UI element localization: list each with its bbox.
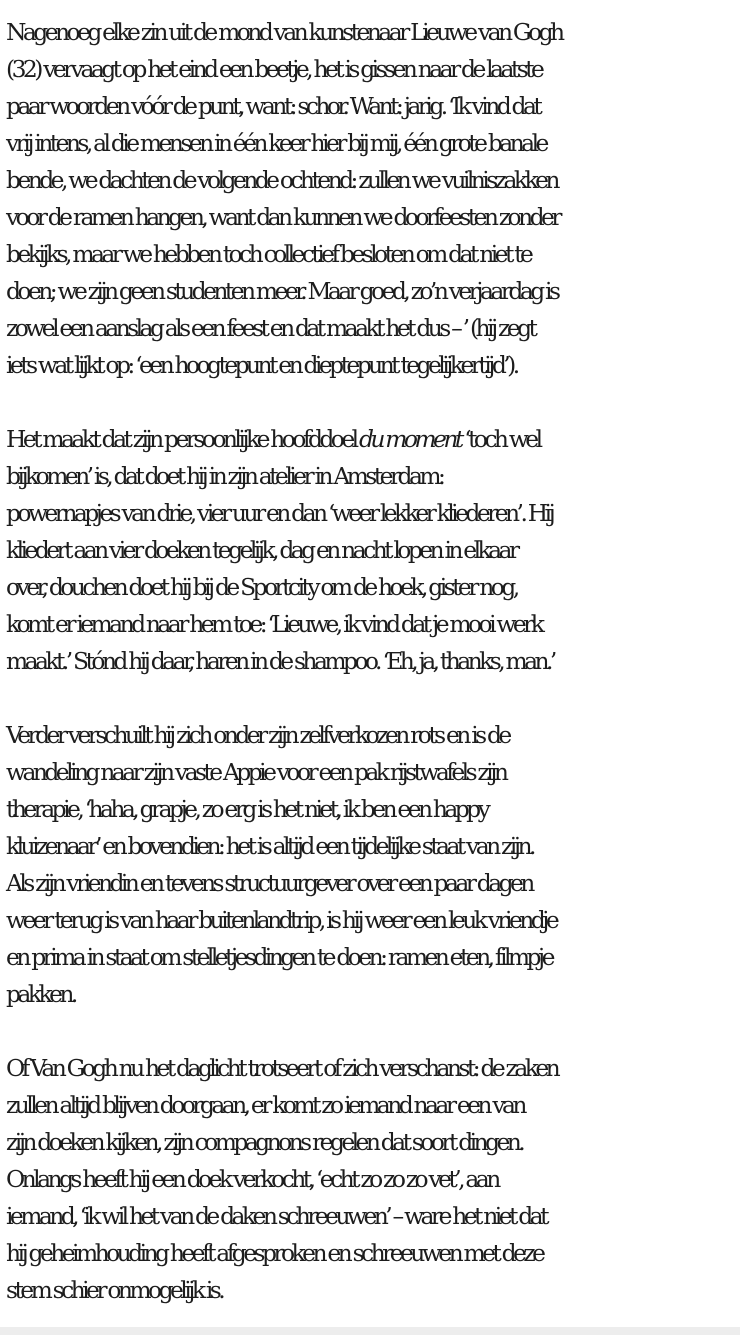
text-run: ‘toch wel: [460, 425, 540, 453]
text-line: vrij intens, al die mensen in één keer hier bij mij, één grote banale: [6, 129, 546, 157]
text-line: wandeling naar zijn vaste Appie voor een pak rijstwafels zijn: [6, 758, 506, 786]
italic-phrase: du moment: [358, 425, 461, 453]
bottom-edge-strip: [0, 1327, 740, 1335]
text-line: pakken.: [6, 980, 75, 1008]
text-line: weer terug is van haar buitenlandtrip, is hij weer een leuk vriendje: [6, 906, 557, 934]
text-line: over, douchen doet hij bij de Sportcity om de hoek, gister nog,: [6, 573, 517, 601]
text-line: zijn doeken kijken, zijn compagnons regelen dat soort dingen.: [6, 1128, 523, 1156]
article-paragraph-2: [6, 421, 740, 680]
text-line: zowel een aanslag als een feest en dat maakt het dus – ’ (hij zegt: [6, 314, 535, 342]
text-line: voor de ramen hangen, want dan kunnen we doorfeesten zonder: [6, 203, 559, 231]
text-run: Het maakt dat zijn persoonlijke hoofddoel: [6, 425, 359, 453]
text-line: (32) vervaagt op het eind een beetje, het is gissen naar de laatste: [6, 55, 542, 83]
text-line: Als zijn vriendin en tevens structuurgever over een paar dagen: [6, 869, 532, 897]
text-line: Onlangs heeft hij een doek verkocht, ‘echt zo zo zo vet’, aan: [6, 1165, 498, 1193]
text-line: stem schier onmogelijk is.: [6, 1276, 223, 1304]
text-line: therapie, ‘haha, grapje, zo erg is het niet, ik ben een happy: [6, 795, 488, 823]
text-line: iets wat lijkt op: ‘een hoogtepunt en dieptepunt tegelijkertijd’).: [6, 351, 517, 379]
text-line: bekijks, maar we hebben toch collectief besloten om dat niet te: [6, 240, 531, 268]
text-line: kliedert aan vier doeken tegelijk, dag en nacht lopen in elkaar: [6, 536, 517, 564]
text-line: komt er iemand naar hem toe: ‘Lieuwe, ik vind dat je mooi werk: [6, 610, 542, 638]
article-paragraph-1: [6, 14, 740, 384]
text-line: [6, 421, 740, 458]
text-line: doen; we zijn geen studenten meer. Maar goed, zo’n verjaardag is: [6, 277, 558, 305]
text-line: zullen altijd blijven doorgaan, er komt zo iemand naar een van: [6, 1091, 524, 1119]
text-line: hij geheimhouding heeft afgesproken en schreeuwen met deze: [6, 1239, 543, 1267]
article-paragraph-3: [6, 717, 740, 1013]
article-paragraph-4: [6, 1050, 740, 1309]
text-line: iemand, ‘ik wil het van de daken schreeuwen’ – ware het niet dat: [6, 1202, 546, 1230]
text-line: en prima in staat om stelletjesdingen te doen: ramen eten, filmpje: [6, 943, 552, 971]
text-line: kluizenaar’ en bovendien: het is altijd een tijdelijke staat van zijn.: [6, 832, 533, 860]
text-line: maakt.’ Stónd hij daar, haren in de shampoo. ‘Eh, ja, thanks, man.’: [6, 647, 554, 675]
text-line: Of Van Gogh nu het daglicht trotseert of zich verschanst: de zaken: [6, 1054, 558, 1082]
text-line: powernapjes van drie, vier uur en dan ‘weer lekker kliederen’. Hij: [6, 499, 553, 527]
text-line: paar woorden vóór de punt, want: schor. Want: jarig. ‘Ik vind dat: [6, 92, 540, 120]
article-body: [6, 14, 740, 1309]
text-line: bende, we dachten de volgende ochtend: zullen we vuilniszakken: [6, 166, 557, 194]
text-line: Verder verschuilt hij zich onder zijn zelfverkozen rots en is de: [6, 721, 509, 749]
text-line: bijkomen’ is, dat doet hij in zijn atelier in Amsterdam:: [6, 462, 443, 490]
text-line: Nagenoeg elke zin uit de mond van kunstenaar Lieuwe van Gogh: [6, 18, 562, 46]
